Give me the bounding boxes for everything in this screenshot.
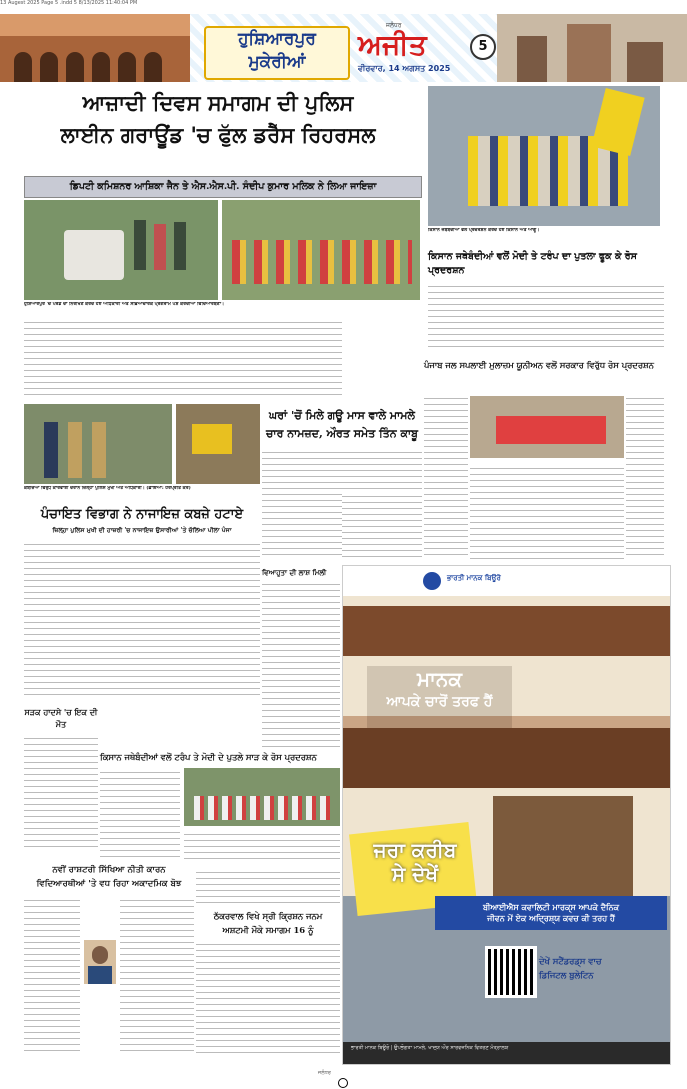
police-photo-caption: ਕਬਜ਼ਿਆਂ ਵਿਰੁੱਧ ਕਾਰਵਾਈ ਦੌਰਾਨ ਜ਼ਿਲ੍ਹਾ ਪੁਲਿਸ ਮੁਖੀ ਅਤੇ ਅਧਿਕਾਰੀ। (ਛਾਇਆ: ਹਰਪ੍ਰੀਤ ਕੌਰ) (24, 486, 191, 491)
water-supply-body-3 (470, 464, 624, 560)
education-body-2 (120, 896, 194, 1056)
right-column-text (342, 492, 422, 560)
ad-brush-2: ਸੇ ਦੇਖੇਂ (391, 862, 439, 886)
ad-blue-banner (435, 896, 667, 930)
city-photo-left (0, 14, 190, 82)
janmashtami-headline-2: ਅਸ਼ਟਮੀ ਮੌਕੇ ਸਮਾਗਮ 16 ਨੂੰ (222, 925, 314, 935)
protest-photo (428, 86, 660, 226)
bis-advertisement[interactable] (342, 565, 671, 1065)
city-name-1: ਹੁਸ਼ਿਆਰਪੁਰ (238, 29, 316, 49)
water-supply-headline: ਪੰਜਾਬ ਜਲ ਸਪਲਾਈ ਮੁਲਾਜ਼ਮ ਯੂਨੀਅਨ ਵਲੋਂ ਸਰਕਾਰ ਵਿਰੁੱਧ ਰੋਸ ਪ੍ਰਦਰਸ਼ਨ (424, 360, 654, 370)
panchayat-body (24, 540, 260, 700)
ad-cta[interactable] (539, 954, 665, 982)
city-name-2: ਮੁਕੇਰੀਆਂ (248, 52, 306, 72)
lead-photo-officials (24, 200, 218, 300)
lead-photo-caption: ਹੁਸ਼ਿਆਰਪੁਰ 'ਚ ਪਰੇਡ ਦਾ ਨਿਰੀਖਣ ਕਰਦੇ ਹੋਏ ਅਧਿਕਾਰੀ ਅਤੇ ਸਭਿਆਚਾਰਕ ਪ੍ਰੋਗਰਾਮ ਪੇਸ਼ ਕਰਦੀਆਂ ਵਿਦਿਆਰਥਣਾਂ। (24, 302, 225, 307)
page-number: 5 (470, 34, 496, 60)
farmers-burn-body-2 (184, 830, 340, 862)
cow-meat-headline-2: ਚਾਰ ਨਾਮਜ਼ਦ, ਔਰਤ ਸਮੇਤ ਤਿੰਨ ਕਾਬੂ (266, 427, 418, 440)
cow-meat-headline-1: ਘਰਾਂ 'ਚੋਂ ਮਿਲੇ ਗਊ ਮਾਸ ਵਾਲੇ ਮਾਮਲੇ (269, 409, 415, 422)
paper-edition: ਜਲੰਧਰ (386, 22, 402, 29)
lead-headline-2: ਲਾਈਨ ਗਰਾਊਂਡ 'ਚ ਫੁੱਲ ਡਰੈੱਸ ਰਿਹਰਸਲ (60, 122, 376, 147)
janmashtami-headline-1: ਠੱਕਰਵਾਲ ਵਿਖੇ ਸ੍ਰੀ ਕ੍ਰਿਸ਼ਨ ਜਨਮ (213, 911, 323, 921)
city-photo-right (497, 14, 687, 82)
lead-subheadline: ਡਿਪਟੀ ਕਮਿਸ਼ਨਰ ਆਸ਼ਿਕਾ ਜੈਨ ਤੇ ਐਸ.ਐਸ.ਪੀ. ਸੰਦੀਪ ਕੁਮਾਰ ਮਲਿਕ ਨੇ ਲਿਆ ਜਾਇਜ਼ਾ (24, 176, 422, 198)
janmashtami-body (196, 940, 340, 1056)
bottom-strip (0, 1068, 687, 1089)
farmers-burn-headline: ਕਿਸਾਨ ਜਥੇਬੰਦੀਆਂ ਵਲੋਂ ਟਰੰਪ ਤੇ ਮੋਦੀ ਦੇ ਪੁਤਲੇ ਸਾੜ ਕੇ ਰੋਸ ਪ੍ਰਦਰਸ਼ਨ (100, 752, 317, 762)
education-headline-2: ਵਿਦਿਆਰਥੀਆਂ 'ਤੇ ਵਧ ਰਿਹਾ ਅਕਾਦਮਿਕ ਬੋਝ (36, 879, 182, 889)
water-supply-body (424, 394, 468, 560)
water-supply-body-2 (626, 394, 664, 560)
ad-org-name: ਭਾਰਤੀ ਮਾਨਕ ਬਿਊਰੋ (447, 574, 501, 582)
road-accident-body (24, 734, 98, 850)
masthead-center (190, 14, 497, 82)
ad-brush-1: ਜਰਾ ਕਰੀਬ (373, 838, 457, 862)
widow-headline: ਵਿਆਹੁਤਾ ਦੀ ਲਾਸ਼ ਮਿਲੀ (262, 568, 327, 577)
ad-footer: ਭਾਰਤੀ ਮਾਨਕ ਬਿਊਰੋ | ਉਪਭੋਗਤਾ ਮਾਮਲੇ, ਖਾਦ੍ਯ ਔਰ ਸਾਰਵਜਨਿਕ ਵਿਤਰਣ ਮੰਤ੍ਰਾਲਯ (343, 1042, 670, 1064)
ad-banner-1: ਬੀਆਈਐਸ ਕਵਾਲਿਟੀ ਮਾਰਕ੍ਸ ਆਪਕੇ ਦੈਨਿਕ (482, 903, 620, 912)
registration-mark (338, 1078, 348, 1088)
ad-tagline-1: ਮਾਨਕ (416, 667, 463, 691)
lead-body (24, 318, 342, 398)
police-photo-2 (176, 404, 260, 484)
issue-date: ਵੀਰਵਾਰ, 14 ਅਗਸਤ 2025 (358, 64, 451, 73)
ad-logo-row (343, 566, 670, 596)
city-name-box (204, 26, 350, 80)
ad-cta-1: ਦੇਖੇਂ ਸਟੈਂਡਰਡ੍ਸ ਵਾਚ (539, 956, 602, 966)
print-slug: 13 Augest 2025 Page 5 .indd 5 8/13/2025 11:40:04 PM (0, 0, 138, 6)
panchayat-subheadline: ਜ਼ਿਲ੍ਹਾ ਪੁਲਿਸ ਮੁਖੀ ਦੀ ਹਾਜ਼ਰੀ 'ਚ ਨਾਜਾਇਜ਼ ਉਸਾਰੀਆਂ 'ਤੇ ਚੱਲਿਆ ਪੀਲਾ ਪੰਜਾ (52, 527, 232, 534)
widow-body (262, 580, 340, 750)
masthead (0, 14, 687, 82)
author-photo (84, 940, 116, 984)
farmers-burn-photo (184, 768, 340, 826)
ad-brush-text (365, 838, 465, 886)
ad-banner-2: ਜੀਵਨ ਮੇਂ ਏਕ ਅਦ੍ਰਿਸ਼੍ਯ ਕਵਚ ਕੀ ਤਰਹ ਹੈਂ (487, 914, 615, 923)
panchayat-headline: ਪੰਚਾਇਤ ਵਿਭਾਗ ਨੇ ਨਾਜਾਇਜ਼ ਕਬਜ਼ੇ ਹਟਾਏ (40, 507, 244, 522)
farmers-protest-headline: ਕਿਸਾਨ ਜਥੇਬੰਦੀਆਂ ਵਲੋਂ ਮੋਦੀ ਤੇ ਟਰੰਪ ਦਾ ਪੁਤਲਾ ਫੂਕ ਕੇ ਰੋਸ ਪ੍ਰਦਰਸ਼ਨ (428, 251, 637, 276)
protest-photo-caption: ਕਿਸਾਨ ਜਥੇਬੰਦੀਆਂ ਵਲੋਂ ਪ੍ਰਦਰਸ਼ਨ ਕਰਦੇ ਹੋਏ ਕਿਸਾਨ ਅਤੇ ਆਗੂ। (428, 228, 540, 233)
ad-qr-code[interactable] (485, 946, 537, 998)
water-supply-photo (470, 396, 624, 458)
lead-headline-1: ਆਜ਼ਾਦੀ ਦਿਵਸ ਸਮਾਗਮ ਦੀ ਪੁਲਿਸ (82, 90, 354, 115)
edition-label: ਜਲੰਧਰ (318, 1070, 331, 1076)
column-text (196, 868, 340, 906)
paper-name: ਅਜੀਤ (358, 28, 427, 61)
police-photo-1 (24, 404, 172, 484)
ad-tagline-2: ਆਪਕੇ ਚਾਰੋਂ ਤਰਫ ਹੈਂ (386, 694, 493, 710)
ad-cta-2: ਡਿਜਿਟਲ ਬੁਲੇਟਿਨ (539, 970, 594, 980)
education-body (24, 896, 80, 1056)
education-headline-1: ਨਵੀਂ ਰਾਸ਼ਟਰੀ ਸਿੱਖਿਆ ਨੀਤੀ ਕਾਰਨ (52, 865, 166, 875)
lead-photo-cultural (222, 200, 420, 300)
ad-tagline (367, 666, 512, 728)
farmers-burn-body (100, 768, 180, 862)
farmers-protest-body (428, 282, 664, 350)
road-accident-headline: ਸੜਕ ਹਾਦਸੇ 'ਚ ਇਕ ਦੀ ਮੌਤ (24, 707, 98, 729)
